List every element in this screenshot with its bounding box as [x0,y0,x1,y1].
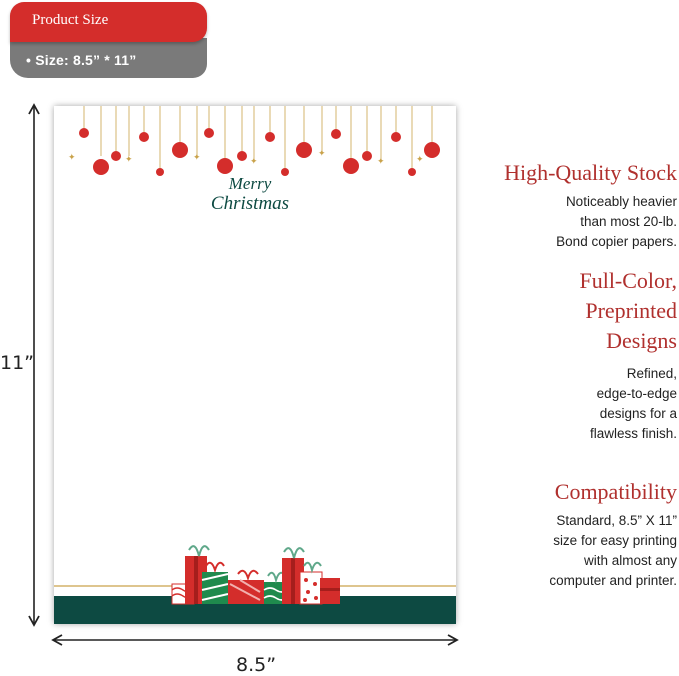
svg-text:✦: ✦ [318,149,326,159]
feature-desc-line: Standard, 8.5” X 11” [556,513,677,528]
feature-description [504,192,677,252]
feature-description [549,511,677,591]
svg-text:✦: ✦ [377,157,385,167]
svg-text:✦: ✦ [250,157,258,167]
feature-desc-line: with almost any [583,553,677,568]
width-dimension-arrow [50,630,460,650]
feature-title: Compatibility [554,479,677,504]
product-size-title: Product Size [32,12,109,28]
svg-text:✦: ✦ [68,153,76,163]
feature-desc-line: than most 20-lb. [580,214,677,229]
feature-title-line: Preprinted [585,298,677,323]
svg-text:✦: ✦ [125,155,133,165]
width-label: 8.5” [236,654,277,676]
height-label: 11” [0,352,35,374]
feature-desc-line: Noticeably heavier [565,194,677,209]
greeting-line-1: Merry [228,174,272,193]
feature-desc-line: Refined, [626,366,677,381]
feature-compatibility [549,477,677,591]
stationery-paper-preview [54,106,456,624]
feature-desc-line: edge-to-edge [596,386,677,401]
feature-desc-line: Bond copier papers. [556,234,677,249]
feature-title-line: Designs [606,328,677,353]
feature-title: High-Quality Stock [504,160,677,185]
greeting-line-2: Christmas [210,193,290,214]
svg-text:✦: ✦ [193,153,201,163]
feature-full-color-designs [579,266,677,444]
paper-artwork [54,106,456,624]
feature-desc-line: size for easy printing [553,533,677,548]
red-ornament-balls [79,128,440,176]
feature-description [579,364,677,444]
feature-title-line: Full-Color, [579,268,677,293]
gift-boxes-illustration [172,546,340,604]
svg-text:✦: ✦ [416,155,424,165]
feature-desc-line: designs for a [599,406,677,421]
feature-high-quality-stock [504,158,677,252]
feature-desc-line: flawless finish. [589,426,677,441]
feature-desc-line: computer and printer. [549,573,677,588]
product-size-value: • Size: 8.5” * 11” [26,52,137,68]
